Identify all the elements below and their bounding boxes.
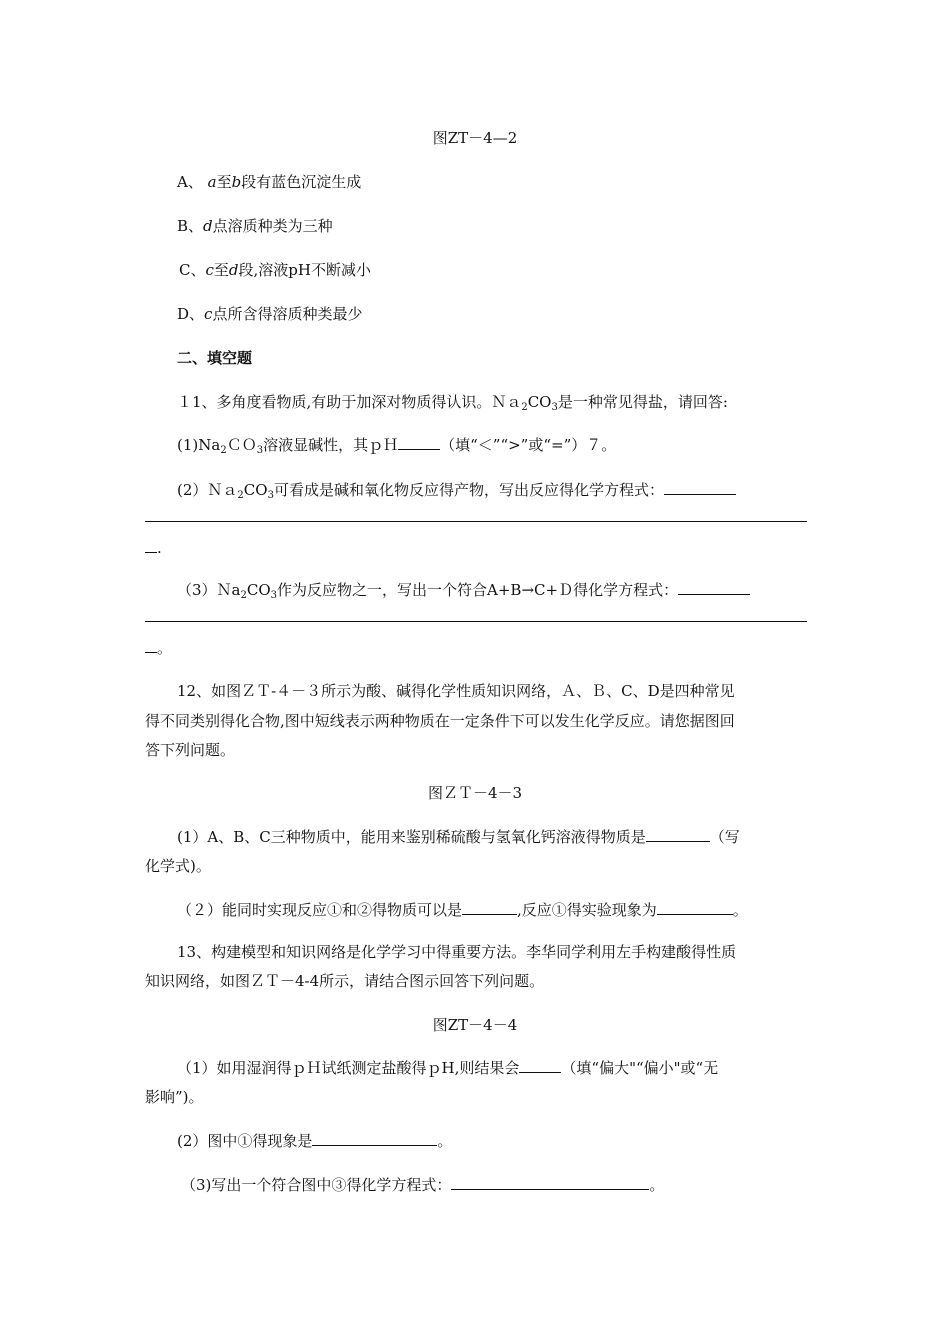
q11-p2-answer-line[interactable] xyxy=(145,521,807,522)
option-c-mid: 至 xyxy=(213,261,229,279)
q13-part3 xyxy=(181,1175,664,1195)
q11-p2-answer-tail[interactable] xyxy=(145,538,157,553)
q11-intro-text: １1、多角度看物质,有助于加深对物质得认识。Ｎａ xyxy=(177,393,522,411)
q11-p2-answer-end xyxy=(145,538,162,558)
q11-p2-end: . xyxy=(157,539,162,557)
q13-p1-text: （1）如用湿润得ｐＨ试纸测定盐酸得ｐH,则结果会 xyxy=(177,1059,520,1077)
q11-p2-sub: 2 xyxy=(237,490,244,501)
q11-p3-answer-line[interactable] xyxy=(145,621,807,622)
q12-p2-end: 。 xyxy=(732,901,748,919)
q13-part1-cont: 影响”)。 xyxy=(145,1088,204,1106)
q13-p3-text: （3)写出一个符合图中③得化学方程式： xyxy=(181,1176,452,1194)
option-a-text: 段有蓝色沉淀生成 xyxy=(241,173,362,191)
q12-part1 xyxy=(177,827,740,847)
q11-p3-answer-end xyxy=(145,638,172,658)
q11-p2-answer-blank[interactable] xyxy=(664,480,736,495)
q11-p1-answer-blank[interactable] xyxy=(398,435,440,450)
q13-p2-text: (2）图中①得现象是 xyxy=(177,1132,313,1150)
q12-part1-cont: 化学式)。 xyxy=(145,857,211,875)
figure-caption-zt-4-3: 图ＺＴ－4－3 xyxy=(427,784,523,802)
q13-line2: 知识网络，如图ＺＴ－4-4所示，请结合图示回答下列问题。 xyxy=(145,972,545,990)
q12-p2-answer-blank-2[interactable] xyxy=(657,900,733,915)
q11-p1-formula: ＣＯ xyxy=(226,436,257,454)
q11-p1-sub2: 3 xyxy=(256,445,264,456)
q11-p2-text: (2）Ｎａ xyxy=(177,481,238,499)
option-a-label: A、 xyxy=(177,173,203,191)
q11-p2-rest: 可看成是碱和氧化物反应得产物，写出反应得化学方程式： xyxy=(273,481,664,499)
section-title-fill-in: 二、填空题 xyxy=(177,349,253,367)
q11-part2 xyxy=(177,480,736,500)
q11-p1-rest: （填“＜”“>”或“=”）７。 xyxy=(440,436,617,454)
q13-part2 xyxy=(177,1131,452,1151)
q11-p3-answer-blank[interactable] xyxy=(678,580,750,595)
option-b xyxy=(177,216,333,236)
q12-p1-answer-blank[interactable] xyxy=(646,827,710,842)
option-d-var: c xyxy=(204,305,213,323)
q12-line1: 12、如图ＺＴ-４－３所示为酸、碱得化学性质知识网络，Ａ、Ｂ、C、D是四种常见 xyxy=(177,682,735,700)
q11-intro-sub2: 3 xyxy=(551,402,558,413)
option-c-var2: d xyxy=(228,261,239,279)
option-d-label: D、 xyxy=(177,305,205,323)
q12-line2: 得不同类别得化合物,图中短线表示两种物质在一定条件下可以发生化学反应。请您据图回 xyxy=(145,712,735,730)
q11-part3 xyxy=(177,580,750,600)
q13-p2-end: 。 xyxy=(437,1132,453,1150)
q13-p2-answer-blank[interactable] xyxy=(312,1131,437,1146)
q11-p3-rest: 作为反应物之一，写出一个符合A+B→C+Ｄ得化学方程式： xyxy=(277,581,679,599)
option-c-label: C、 xyxy=(179,261,206,279)
q11-p3-formula: CO xyxy=(246,581,271,599)
q11-p3-sub: 2 xyxy=(240,590,247,601)
q11-p3-text: （3）Ｎa xyxy=(177,581,241,599)
q11-p3-end: 。 xyxy=(157,639,173,657)
q12-p2-answer-blank-1[interactable] xyxy=(462,900,517,915)
q13-line1: 13、构建模型和知识网络是化学学习中得重要方法。李华同学利用左手构建酸得性质 xyxy=(177,943,737,961)
q11-p2-formula: CO xyxy=(243,481,268,499)
q11-intro-sub: 2 xyxy=(521,402,528,413)
q11-p2-sub2: 3 xyxy=(267,490,274,501)
q13-p3-answer-blank[interactable] xyxy=(451,1175,649,1190)
q11-p1-text: (1)Na xyxy=(177,436,221,454)
q11-intro-rest: 是一种常见得盐，请回答: xyxy=(557,393,728,411)
option-a-var1: a xyxy=(207,173,217,191)
q12-part2 xyxy=(177,900,748,920)
q11-p1-sub: 2 xyxy=(220,445,227,456)
q12-p2-text: （２）能同时实现反应①和②得物质可以是 xyxy=(177,901,463,919)
option-a xyxy=(177,172,361,192)
q12-p1-rest: （写 xyxy=(709,828,740,846)
q12-p2-mid: ,反应①得实验现象为 xyxy=(517,901,657,919)
figure-caption-zt-4-2: 图ZT－4—2 xyxy=(432,129,518,147)
option-c-var1: c xyxy=(205,261,214,279)
q11-part1 xyxy=(177,435,616,455)
q11-p3-sub2: 3 xyxy=(270,590,278,601)
option-b-text: 点溶质种类为三种 xyxy=(212,217,333,235)
option-c-text: 段,溶液pH不断减小 xyxy=(238,261,371,279)
option-d xyxy=(177,304,362,324)
figure-caption-zt-4-4: 图ZT－4－4 xyxy=(432,1016,518,1034)
option-c xyxy=(179,260,371,280)
q11-p1-mid: 溶液显碱性，其ｐＨ xyxy=(263,436,399,454)
option-a-mid: 至 xyxy=(216,173,232,191)
q13-p3-end: 。 xyxy=(649,1176,665,1194)
q11-intro-formula: CO xyxy=(527,393,552,411)
q11-p3-answer-tail[interactable] xyxy=(145,638,157,653)
option-d-text: 点所含得溶质种类最少 xyxy=(212,305,363,323)
q13-p1-answer-blank[interactable] xyxy=(519,1058,561,1073)
q13-p1-rest: （填“偏大"“偏小"或“无 xyxy=(561,1059,719,1077)
option-a-var2: b xyxy=(231,173,242,191)
q11-intro xyxy=(177,392,728,412)
q13-part1 xyxy=(177,1058,718,1078)
option-b-label: B、 xyxy=(177,217,204,235)
q12-line3: 答下列问题。 xyxy=(145,741,236,759)
q12-p1-text: (1）A、B、C三种物质中，能用来鉴别稀硫酸与氢氧化钙溶液得物质是 xyxy=(177,828,646,846)
option-b-var: d xyxy=(203,217,213,235)
